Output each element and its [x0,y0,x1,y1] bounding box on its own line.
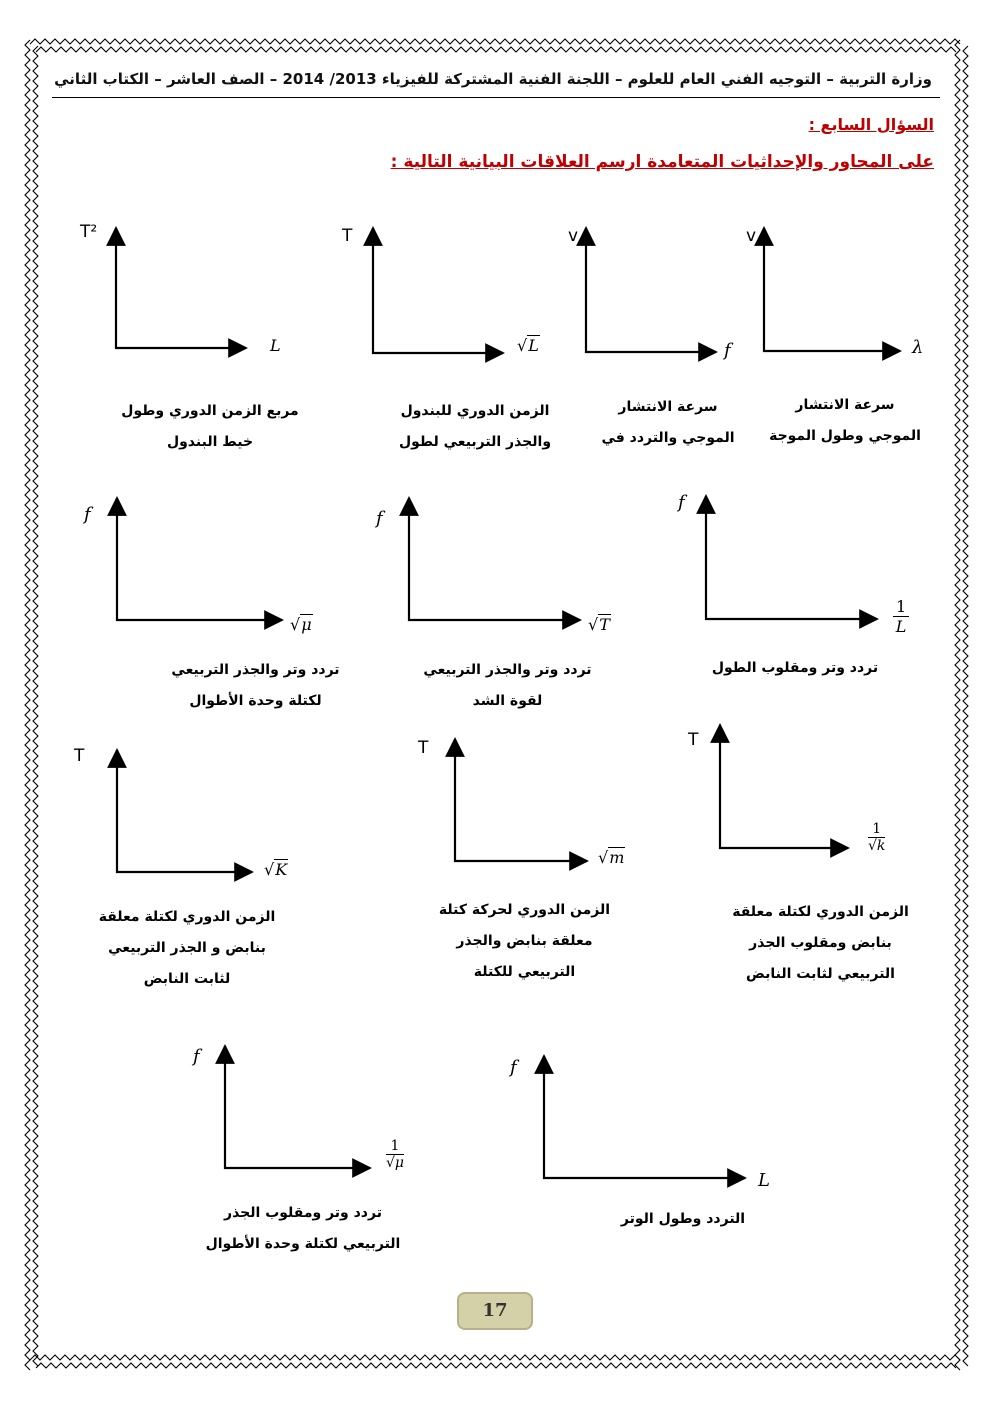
axes-graph-9 [455,739,587,861]
caption-line: والجذر التربيعي لطول [398,434,552,450]
axes-graph-3 [586,228,716,352]
axes-graph-7 [706,496,877,619]
graph-12-x-label: L [758,1170,770,1191]
graph-2-x-label [517,336,540,355]
page-header: وزارة التربية – التوجيه الفني العام للعلوم – اللجنة الفنية المشتركة للفيزياء 2013/ 2014 – الصف العاشر – الكتاب الثاني [54,70,932,88]
caption-line: التربيعي لثابت النابض [746,966,895,982]
axes-graph-10 [720,725,848,848]
fraction-denominator: √k [868,838,886,855]
caption-line: سرعة الانتشار [618,399,718,415]
graph-4-x-label: λ [912,337,924,358]
graph-4-caption [760,390,930,452]
caption-line: سرعة الانتشار [795,397,895,413]
caption-line: تردد وتر والجذر التربيعي [423,662,592,678]
graph-5-y-label: f [84,504,91,525]
axes-graph-4 [764,228,900,351]
radicand: K [275,860,288,879]
caption-line: تردد وتر ومقلوب الطول [711,660,879,676]
graph-11-x-label [386,1139,404,1172]
radicand: m [609,848,625,867]
page-number: 17 [457,1292,533,1330]
caption-line: التربيعي للكتلة [473,964,576,980]
caption-line: تردد وتر ومقلوب الجذر [224,1205,382,1221]
caption-line: التردد وطول الوتر [620,1211,746,1227]
caption-line: الزمن الدوري لحركة كتلة [438,902,611,918]
graph-6-y-label: f [376,508,383,529]
graph-10-caption [708,897,933,990]
graph-8-x-label [264,860,288,879]
graph-8-caption [72,902,302,995]
graph-6-caption [395,655,620,717]
fraction-numerator: 1 [893,598,909,617]
graph-3-x-label: f [724,340,731,361]
radical-sign: √ [588,615,599,634]
graph-11-y-label: f [193,1046,200,1067]
caption-line: التربيعي لكتلة وحدة الأطوال [205,1236,401,1252]
radicand: L [528,336,539,355]
graph-9-y-label: T [418,738,429,758]
graph-3-y-label: v [568,226,579,246]
caption-line: بنابض و الجذر التربيعي [108,940,266,956]
axes-graph-1 [116,228,246,348]
graph-2-y-label: T [342,226,353,246]
caption-line: الموجي والتردد في [601,430,735,446]
graph-5-caption [143,655,368,717]
axes-graph-8 [117,750,252,872]
graph-7-caption [690,653,900,684]
fraction-numerator: 1 [386,1139,404,1155]
graph-6-x-label [588,615,611,634]
caption-line: لثابت النابض [143,971,231,987]
question-title: السؤال السابع : [808,115,934,134]
caption-line: مربع الزمن الدوري وطول [121,403,299,419]
axes-graph-11 [225,1046,370,1168]
graph-8-y-label: T [74,746,85,766]
axes-graph-5 [117,498,282,620]
graph-12-caption [588,1204,778,1235]
caption-line: الزمن الدوري للبندول [400,403,550,419]
graph-9-caption [412,895,637,988]
graph-7-y-label: f [678,492,685,513]
graph-7-x-label [893,598,909,635]
radical-sign: √ [517,336,528,355]
caption-line: معلقة بنابض والجذر [456,933,593,949]
radicand: T [599,615,610,634]
axes-graph-6 [409,498,580,620]
radical-sign: √ [598,848,609,867]
graph-11-caption [188,1198,418,1260]
axes-graph-12 [544,1056,745,1178]
graph-10-x-label [868,822,885,855]
axes-graph-2 [373,228,503,353]
caption-line: الموجي وطول الموجة [769,428,921,444]
caption-line: خيط البندول [166,434,254,450]
radicand: μ [301,615,312,634]
caption-line: الزمن الدوري لكتلة معلقة [732,904,909,920]
fraction-denominator: √μ [386,1155,405,1172]
radical-sign: √ [264,860,275,879]
caption-line: بنابض ومقلوب الجذر [749,935,892,951]
graph-4-y-label: v [746,226,757,246]
fraction-denominator: L [895,616,907,636]
fraction-numerator: 1 [868,822,885,838]
graph-9-x-label [598,848,625,867]
graph-2-caption [370,396,580,458]
caption-line: لكتلة وحدة الأطوال [189,693,322,709]
graph-5-x-label [290,615,313,634]
caption-line: الزمن الدوري لكتلة معلقة [98,909,276,925]
graph-10-y-label: T [688,730,699,750]
graph-1-y-label: T² [80,222,98,242]
caption-line: لقوة الشد [472,693,543,709]
graph-3-caption [583,392,753,454]
radical-sign: √ [290,615,301,634]
graph-12-y-label: f [510,1057,517,1078]
question-text: على المحاور والإحداثيات المتعامدة ارسم العلاقات البيانية التالية : [390,152,934,172]
graph-1-x-label: L [270,336,281,355]
graph-1-caption [105,396,315,458]
caption-line: تردد وتر والجذر التربيعي [171,662,340,678]
